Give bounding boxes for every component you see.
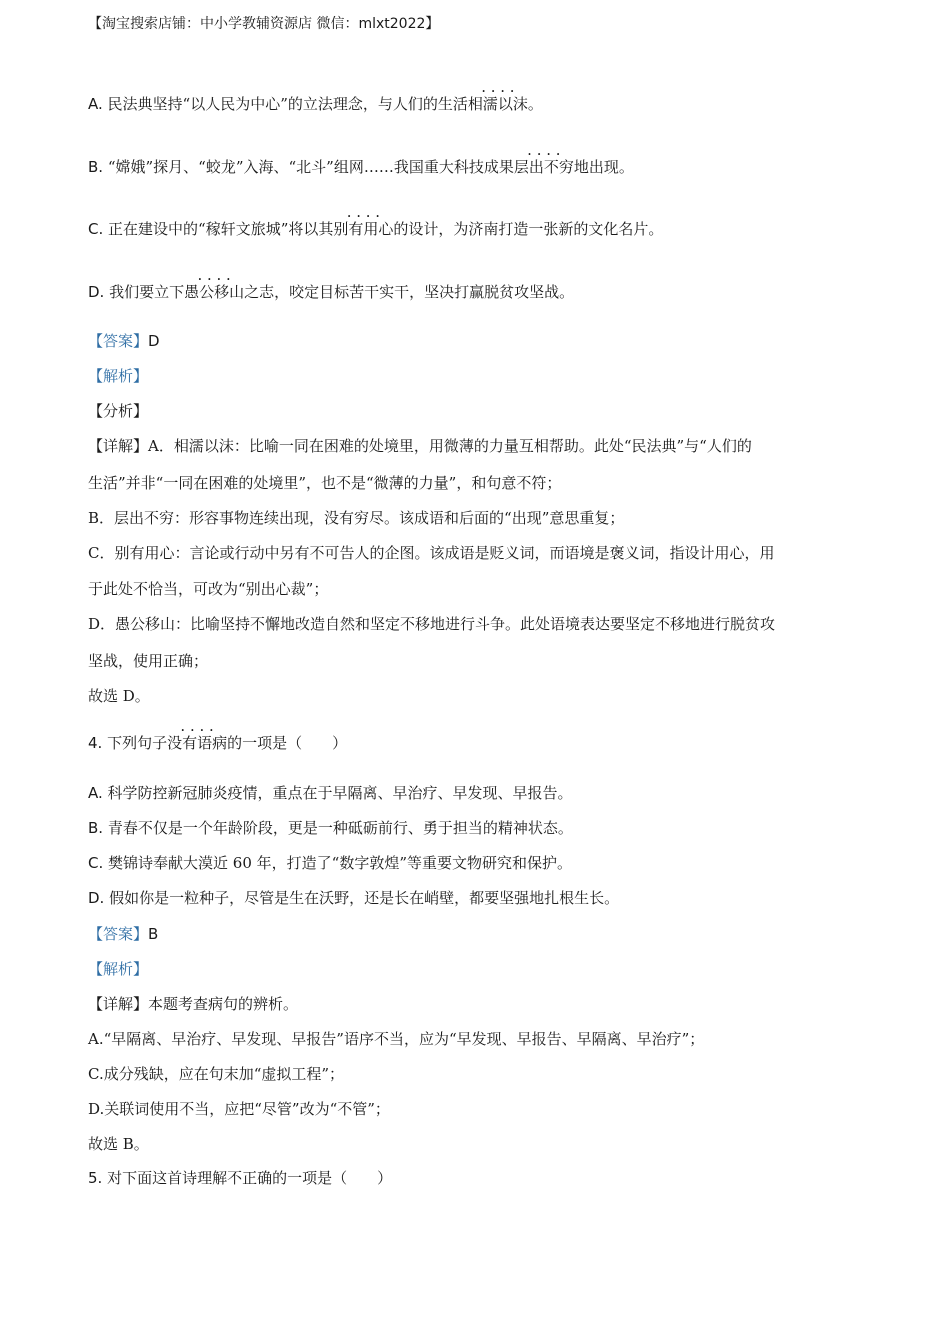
q3-detail-line: 生活”并非“一同在困难的处境里”，也不是“微薄的力量”，和句意不符； <box>88 474 562 492</box>
q3-detail-line: B．层出不穷：形容事物连续出现，没有穷尽。该成语和后面的“出现”意思重复； <box>88 509 625 527</box>
emphasis-idiom: · · · · 相濡以沫 <box>468 94 528 114</box>
answer-value: B <box>148 925 159 943</box>
option-label: A. <box>88 95 103 113</box>
q5-stem: 5. 对下面这首诗理解不正确的一项是（ ） <box>88 1169 393 1187</box>
emphasis-idiom: · · · · 愚公移山 <box>184 282 244 302</box>
q4-option-d: D. 假如你是一粒种子，尽管是生在沃野，还是长在峭壁，都要坚强地扎根生长。 <box>88 889 620 907</box>
q4-option-b: B. 青春不仅是一个年龄阶段，更是一种砥砺前行、勇于担当的精神状态。 <box>88 819 573 837</box>
q4-detail-line: 【详解】本题考查病句的辨析。 <box>88 995 299 1013</box>
q4-option-c: C. 樊锦诗奉献大漠近 60 年，打造了“数字敦煌”等重要文物研究和保护。 <box>88 854 572 872</box>
option-label: B. <box>88 158 104 176</box>
q4-detail-line: C.成分残缺，应在句末加“虚拟工程”； <box>88 1065 345 1083</box>
q3-detail-line: C．别有用心：言论或行动中另有不可告人的企图。该成语是贬义词，而语境是褒义词，指设计用心，用 <box>88 544 775 562</box>
q4-option-a: A. 科学防控新冠肺炎疫情，重点在于早隔离、早治疗、早发现、早报告。 <box>88 784 573 802</box>
q4-detail-line: D.关联词使用不当，应把“尽管”改为“不管”； <box>88 1100 390 1118</box>
q4-answer <box>88 924 158 944</box>
q4-detail-line: 故选 B。 <box>88 1135 149 1153</box>
answer-value: D <box>148 332 160 350</box>
q3-option-c: C. 正在建设中的“稼轩文旅城”将以其· · · · 别有用心的设计，为济南打造一张新的文化名片。 <box>88 219 663 239</box>
option-label: A. <box>88 784 103 802</box>
q3-option-b: B. “嫦娥”探月、“蛟龙”入海、“北斗”组网……我国重大科技成果· · · · 层出不穷地出现。 <box>88 157 634 177</box>
option-label: C. <box>88 854 104 872</box>
q3-detail-line: 【详解】A．相濡以沫：比喻一同在困难的处境里，用微薄的力量互相帮助。此处“民法典”与“人们的 <box>88 437 752 455</box>
option-label: B. <box>88 819 104 837</box>
page-header: 【淘宝搜索店铺：中小学教辅资源店 微信：mlxt2022】 <box>88 16 440 32</box>
q4-detail-line: A.“早隔离、早治疗、早发现、早报告”语序不当，应为“早发现、早报告、早隔离、早治疗”； <box>88 1030 705 1048</box>
option-label: D. <box>88 889 105 907</box>
question-number: 5. <box>88 1169 103 1187</box>
answer-tag: 【答案】 <box>88 925 149 943</box>
q3-detail-line: 于此处不恰当，可改为“别出心裁”； <box>88 580 329 598</box>
q4-stem: 4. 下列句子· · · · 没有语病的一项是（ ） <box>88 733 347 753</box>
q4-analysis-tag: 【解析】 <box>88 960 149 978</box>
q3-option-a: A. 民法典坚持“以人民为中心”的立法理念，与人们的生活· · · · 相濡以沫。 <box>88 94 543 114</box>
emphasis-idiom: · · · · 层出不穷 <box>514 157 574 177</box>
emphasis-phrase: · · · · 没有语病 <box>167 733 227 753</box>
answer-tag: 【答案】 <box>88 332 149 350</box>
q3-analysis-tag: 【解析】 <box>88 367 149 385</box>
option-label: C. <box>88 220 104 238</box>
q3-option-d: D. 我们要立下· · · · 愚公移山之志，咬定目标苦干实干，坚决打赢脱贫攻坚战。 <box>88 282 574 302</box>
emphasis-idiom: · · · · 别有用心 <box>333 219 393 239</box>
question-number: 4. <box>88 734 103 752</box>
q3-detail-line: D．愚公移山：比喻坚持不懈地改造自然和坚定不移地进行斗争。此处语境表达要坚定不移地进行脱贫攻 <box>88 615 776 633</box>
option-label: D. <box>88 283 105 301</box>
q3-detail-line: 故选 D。 <box>88 687 150 705</box>
q3-fenxi: 【分析】 <box>88 402 149 420</box>
q3-answer <box>88 331 160 351</box>
q3-detail-line: 坚战，使用正确； <box>88 652 209 670</box>
